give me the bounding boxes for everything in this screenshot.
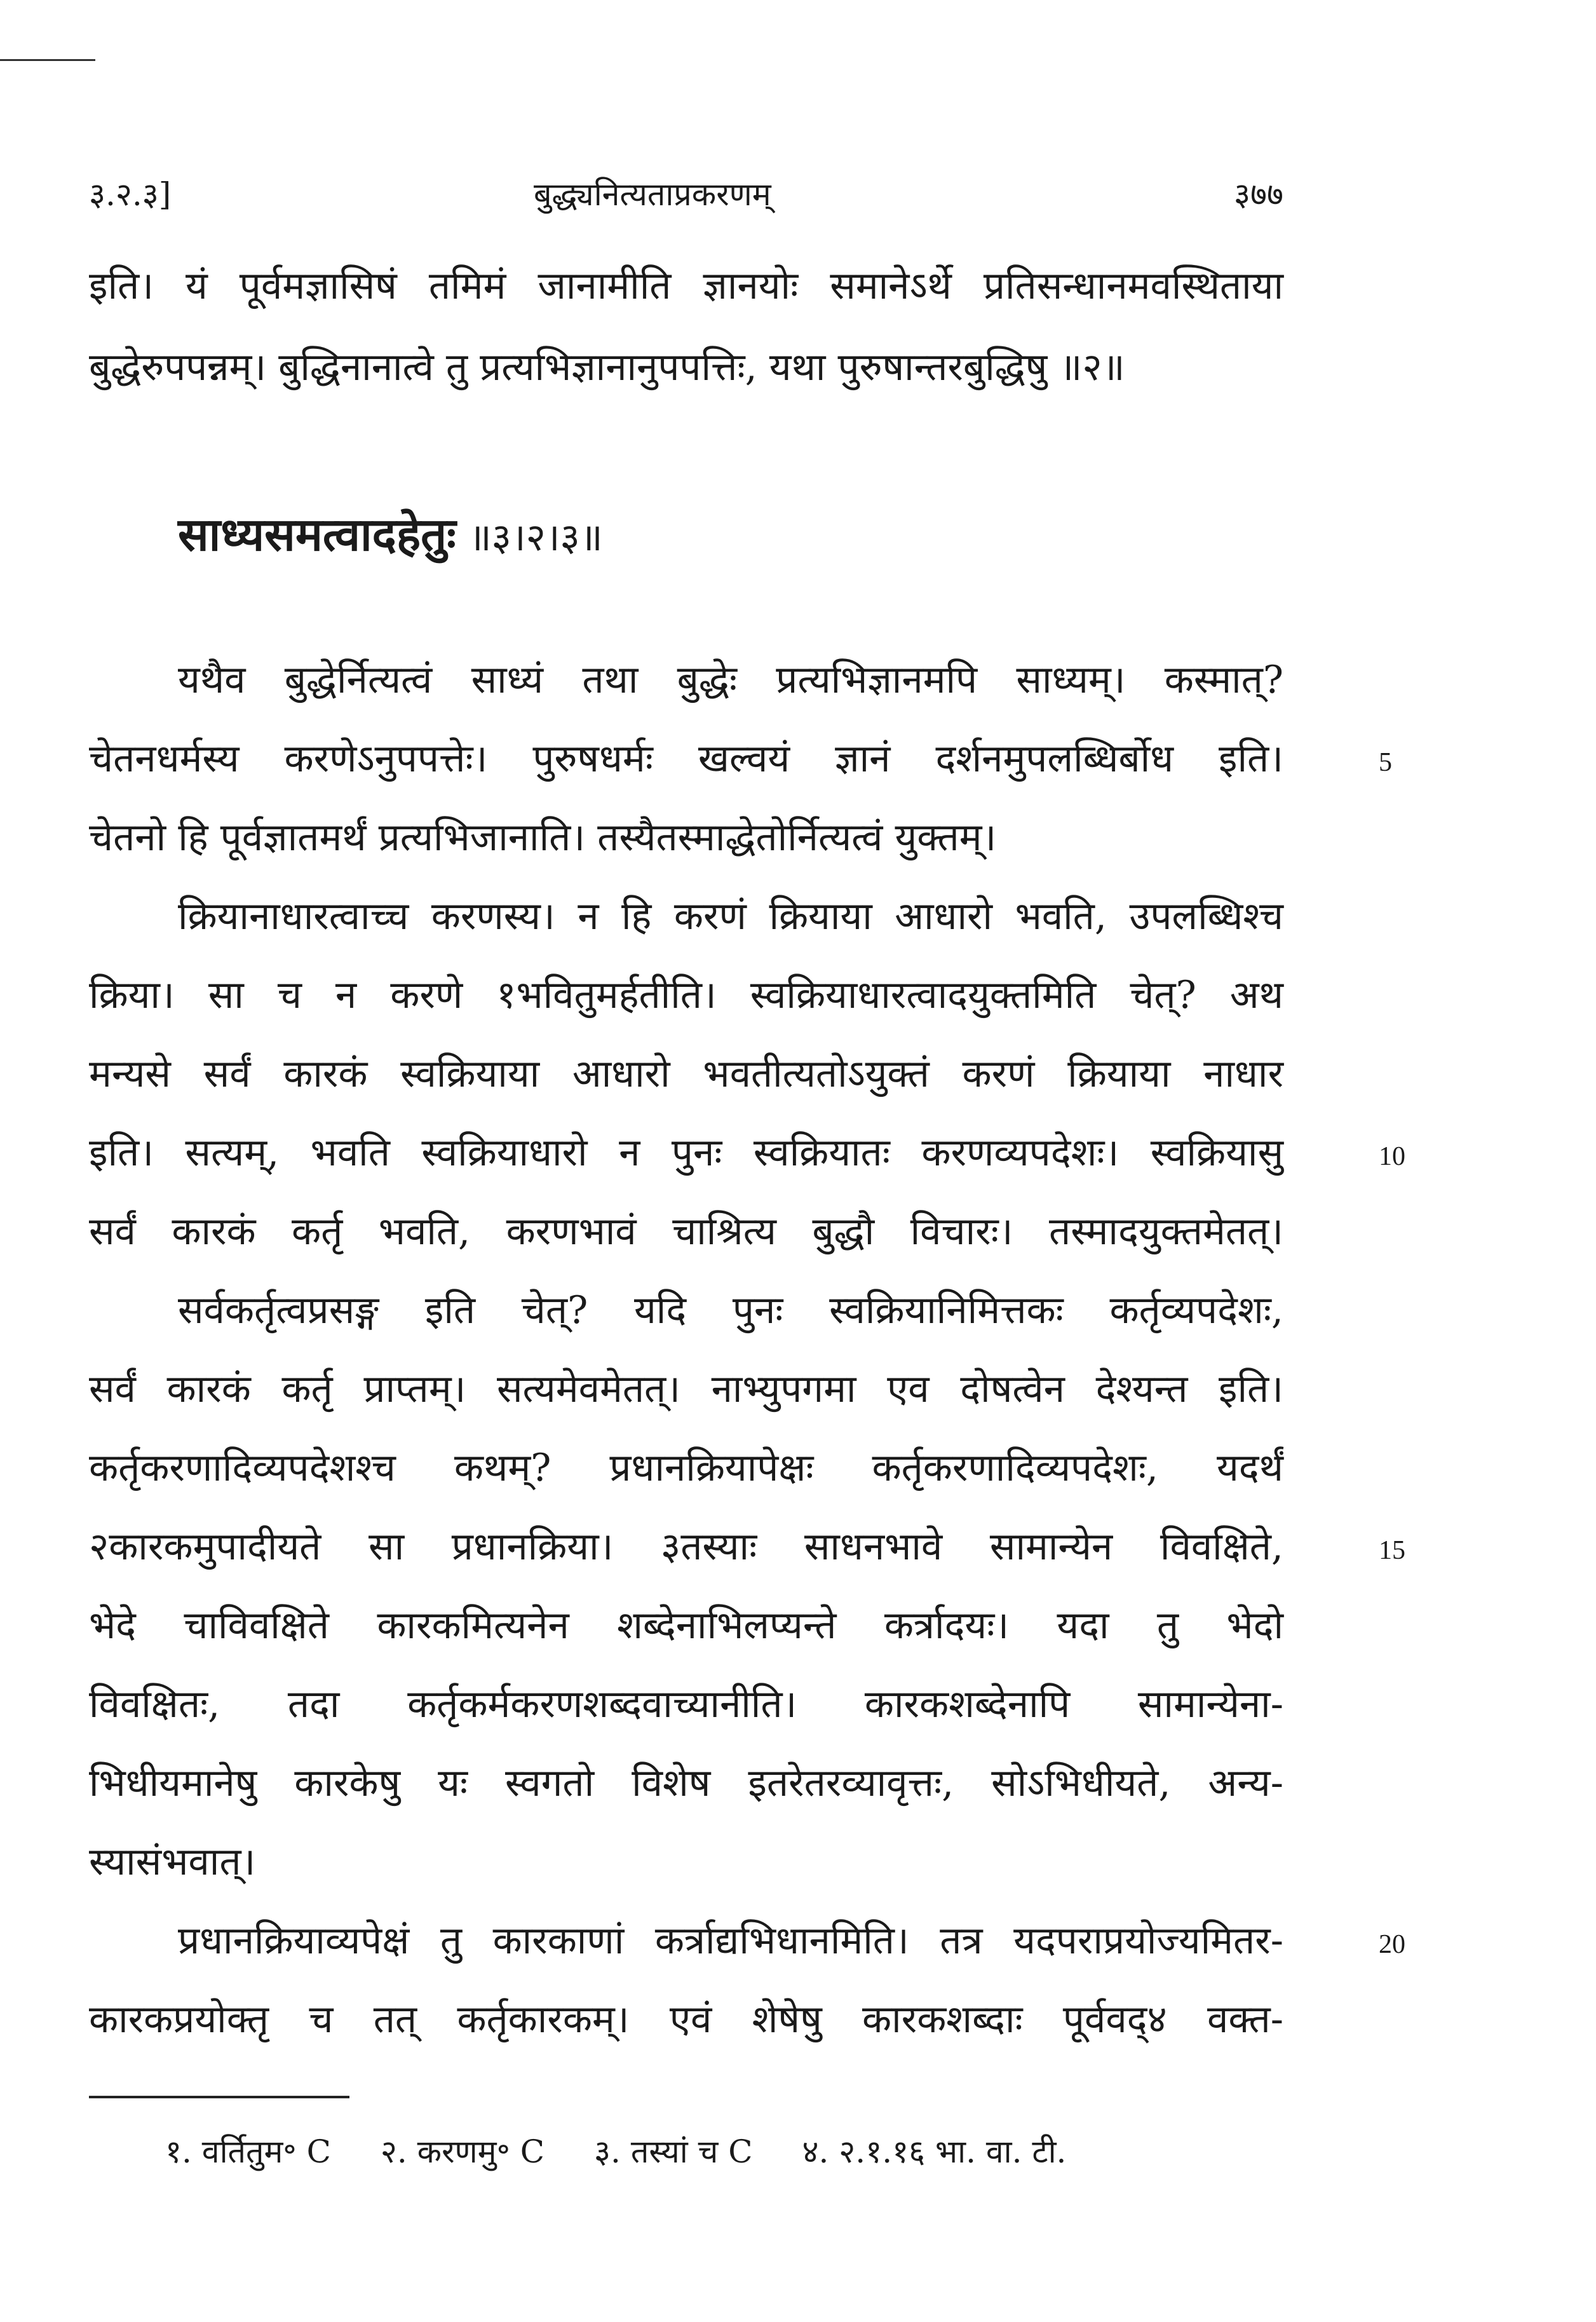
footnote: २. करणमु॰ C [380, 2133, 545, 2170]
text-line: प्रधानक्रियाव्यपेक्षं तु कारकाणां कर्त्राद्यभिधानमिति। तत्र यदपराप्रयोज्यमितर- [178, 1918, 1283, 1963]
text-line: चेतनधर्मस्य करणेऽनुपपत्तेः। पुरुषधर्मः खल्वयं ज्ञानं दर्शनमुपलब्धिर्बोध इति। [89, 737, 1283, 781]
text-line: सर्वकर्तृत्वप्रसङ्ग इति चेत्? यदि पुनः स्वक्रियानिमित्तकः कर्तृव्यपदेशः, [178, 1288, 1283, 1333]
text-line: कारकप्रयोक्तृ च तत् कर्तृकारकम्। एवं शेषेषु कारकशब्दाः पूर्ववद्४ वक्त- [89, 1997, 1283, 2042]
text-line: बुद्धेरुपपन्नम्। बुद्धिनानात्वे तु प्रत्यभिज्ञानानुपपत्तिः, यथा पुरुषान्तरबुद्धिषु ॥२॥ [89, 345, 1125, 390]
footnote-rule [89, 2096, 349, 2098]
text-line: यथैव बुद्धेर्नित्यत्वं साध्यं तथा बुद्धेः प्रत्यभिज्ञानमपि साध्यम्। कस्मात्? [178, 658, 1283, 702]
text-line: क्रियानाधारत्वाच्च करणस्य। न हि करणं क्रियाया आधारो भवति, उपलब्धिश्च [178, 894, 1283, 939]
sutra-number: ॥३।२।३॥ [468, 515, 603, 560]
text-line: इति। यं पूर्वमज्ञासिषं तमिमं जानामीति ज्ञानयोः समानेऽर्थे प्रतिसन्धानमवस्थिताया [89, 264, 1283, 308]
text-line: भिधीयमानेषु कारकेषु यः स्वगतो विशेष इतरेतरव्यावृत्तः, सोऽभिधीयते, अन्य- [89, 1761, 1283, 1805]
line-number-15: 15 [1379, 1536, 1405, 1565]
text-line: कर्तृकरणादिव्यपदेशश्च कथम्? प्रधानक्रियापेक्षः कर्तृकरणादिव्यपदेशः, यदर्थं [89, 1446, 1283, 1490]
footnotes [165, 2129, 1283, 2172]
text-line: विवक्षितः, तदा कर्तृकर्मकरणशब्दवाच्यानीति। कारकशब्देनापि सामान्येना- [89, 1682, 1283, 1727]
text-line: मन्यसे सर्वं कारकं स्वक्रियाया आधारो भवतीत्यतोऽयुक्तं करणं क्रियाया नाधार [89, 1052, 1283, 1096]
text-line: क्रिया। सा च न करणे १भवितुमर्हतीति। स्वक्रियाधारत्वादयुक्तमिति चेत्? अथ [89, 973, 1283, 1017]
header-chapter-title: बुद्ध्यनित्यताप्रकरणम् [534, 176, 771, 213]
text-line: सर्वं कारकं कर्तृ भवति, करणभावं चाश्रित्य बुद्धौ विचारः। तस्मादयुक्तमेतत्। [89, 1209, 1283, 1254]
text-line: सर्वं कारकं कर्तृ प्राप्तम्। सत्यमेवमेतत्। नाभ्युपगमा एव दोषत्वेन देश्यन्त इति। [89, 1367, 1283, 1411]
footnote: १. वर्तितुम॰ C [165, 2133, 331, 2170]
running-header [89, 172, 1283, 229]
page-number: ३७७ [1234, 176, 1283, 213]
text-line: २कारकमुपादीयते सा प्रधानक्रिया। ३तस्याः साधनभावे सामान्येन विवक्षिते, [89, 1524, 1283, 1569]
sutra-text: साध्यसमत्वादहेतुः [178, 507, 456, 561]
line-number-5: 5 [1379, 748, 1392, 777]
line-number-20: 20 [1379, 1930, 1405, 1959]
footnote: ३. तस्यां च C [594, 2133, 753, 2170]
sutra-heading [178, 502, 603, 564]
header-section-ref: ३.२.३] [89, 176, 172, 213]
text-line: स्यासंभवात्। [89, 1840, 256, 1884]
footnote: ४. २.१.१६ भा. वा. टी. [802, 2133, 1067, 2170]
text-line: भेदे चाविवक्षिते कारकमित्यनेन शब्देनाभिलप्यन्ते कर्त्रादयः। यदा तु भेदो [89, 1603, 1283, 1648]
line-number-10: 10 [1379, 1142, 1405, 1171]
text-line: चेतनो हि पूर्वज्ञातमर्थं प्रत्यभिजानाति। तस्यैतस्माद्धेतोर्नित्यत्वं युक्तम्। [89, 815, 997, 860]
scan-edge-mark [0, 59, 95, 61]
text-line: इति। सत्यम्, भवति स्वक्रियाधारो न पुनः स्वक्रियातः करणव्यपदेशः। स्वक्रियासु [89, 1130, 1283, 1175]
